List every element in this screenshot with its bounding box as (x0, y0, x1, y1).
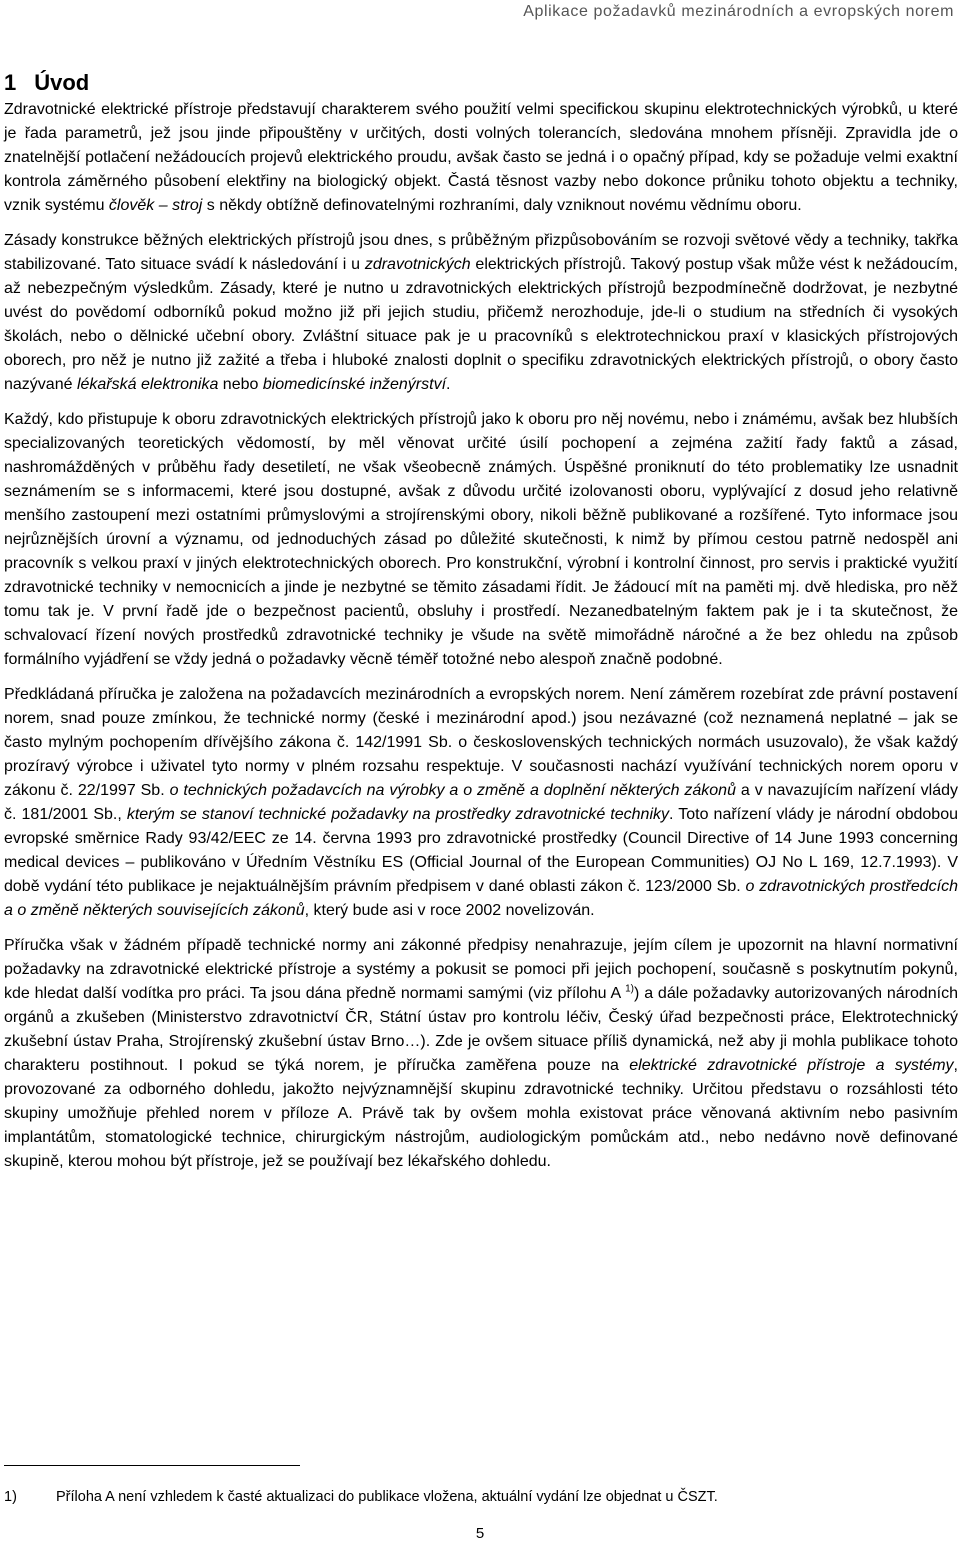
text-run: Příručka však v žádném případě technické normy ani zákonné předpisy nenahrazuje, jejím cílem je upozornit na hlavní normativní požadavky na zdravotnické elektrické přístroje a systémy a pokusit se pomoci při jejich pochopení, současně s poskytnutím pokynů, kde hledat další vodítka pro práci. Ta jsou dána předně normami samými (viz přílohu A (4, 937, 958, 1002)
text-run: ) a dále požadavky autorizovaných národních orgánů a zkušeben (Ministerstvo zdravotnictví ČR, Státní ústav pro kontrolu léčiv, Český úřad bezpečnosti práce, Elektrotechnický zkušební ústav Praha, Strojírenský zkušební ústav Brno…). Zde je ovšem situace příliš dynamická, než aby ji mohla publikace tohoto charakteru postihnout. I pokud se týká norem, je příručka zaměřena pouze na (4, 985, 958, 1074)
text-run: Každý, kdo přistupuje k oboru zdravotnických elektrických přístrojů jako k oboru pro něj novému, nebo i známému, avšak bez hlubších specializovaných teoretických vědomostí, by měl věnovat určité úsilí pochopení a zejména zažití řady faktů a zásad, nashromážděných v průběhu řady desetiletí, ne však všeobecně známých. Úspěšné proniknutí do této problematiky lze usnadnit seznámením se s informacemi, které jsou dostupné, avšak z důvodu určité izolovanosti oboru, vyplývající z dosud jeho relativně menšího zastoupení mezi ostatními průmyslovými a strojírenskými obory, nikoli běžně publikované a rozšířené. Tyto informace jsou nejrůznějších úrovní a významu, od jednoduchých zásad po důležité skutečnosti, k nimž by přímou cestou patrně nedospěl ani pracovník s velkou praxí v jiných elektrotechnických oborech. Pro konstrukční, výrobní i kontrolní činnost, pro servis i praktické využití zdravotnické techniky v nemocnicích a jinde je nezbytné se těmito zásadami řídit. Je žádoucí mít na paměti mj. dvě hlediska, pro něž tomu tak je. V první řadě jde o bezpečnost pacientů, obsluhy i prostředí. Nezanedbatelným faktem pak je i ta skutečnost, že schvalovací řízení nových prostředků zdravotnické techniky je všude na světě mimořádně náročné a že bez ohledu na způsob formálního vyjádření se vždy jedná o požadavky věcně téměř totožné nebo alespoň značně podobné. (4, 411, 958, 668)
paragraph (4, 408, 958, 672)
text-run: , který bude asi v roce 2002 novelizován. (304, 902, 595, 919)
footnote-reference: 1) (625, 983, 635, 995)
emphasis-text: zdravotnických (364, 256, 471, 273)
paragraph (4, 229, 958, 397)
text-run: Zásady konstrukce běžných elektrických přístrojů jsou dnes, s průběžným přizpůsobováním se rozvoji světové vědy a techniky, takřka stabilizované. Tato situace svádí k následování i u (4, 232, 958, 273)
text-run: Zdravotnické elektrické přístroje představují charakterem svého použití velmi specifickou skupinu elektrotechnických výrobků, u které je řada parametrů, jež jsou jinde připouštěny v určitých, dosti volných tolerancích, sledována mnohem přísněji. Zpravidla jde o znatelnější potlačení nežádoucích projevů elektrického proudu, avšak často se jedná i o opačný případ, kdy se požaduje velmi exaktní kontrola záměrného působení elektřiny na biologický objekt. Častá těsnost vazby nebo dokonce průniku tohoto objektu a techniky, vznik systému (4, 101, 958, 214)
running-header: Aplikace požadavků mezinárodních a evropských norem (523, 3, 954, 20)
paragraph (4, 934, 958, 1174)
text-run: , provozované za odborného dohledu, jakožto nejvýznamnější skupinu zdravotnické techniky. Určitou představu o rozsáhlosti této skupiny umožňuje přehled norem v příloze A. Právě tak by ovšem mohla existovat práce věnovaná aktivním nebo pasivním implantátům, stomatologické technice, chirurgickým nástrojům, audiologickým pomůckám atd., nebo nedávno nově definované skupině, kterou mohou být přístroje, jež se používají bez lékařského dohledu. (4, 1057, 958, 1170)
text-run: . Toto nařízení vlády je národní obdobou evropské směrnice Rady 93/42/EEC ze 14. června 1993 pro zdravotnické prostředky (Council Directive of 14 June 1993 concerning medical devices – publikováno v Úředním Věstníku ES (Official Journal of the European Communities) OJ No L 169, 12.7.1993). V době vydání této publikace je nejaktuálnějším právním předpisem v dané oblasti zákon č. 123/2000 Sb. (4, 806, 958, 895)
text-run: elektrických přístrojů. Takový postup však může vést k nežádoucím, až nebezpečným výsledkům. Zásady, které je nutno u zdravotnických elektrických přístrojů bezpodmínečně dodržovat, je nezbytné uvést do povědomí odborníků pokud možno již při jejich studiu, přičemž nerozhoduje, jde-li o studium na středních či vysokých školách, nebo o dělnické učební obory. Zvláštní situace pak je u pracovníků s elektrotechnickou praxí v klasických přístrojových oborech, pro něž je nutno již zažité a třeba i hluboké znalosti doplnit o specifiku zdravotnických elektrických přístrojů, o obory často nazývané (4, 256, 958, 393)
footnote (4, 1489, 718, 1505)
text-run: . (446, 376, 451, 393)
emphasis-text: o zdravotnických prostředcích a o změně některých souvisejících zákonů (4, 878, 958, 919)
text-run: s někdy obtížně definovatelnými rozhraními, daly vzniknout novému vědnímu oboru. (202, 197, 802, 214)
emphasis-text: člověk – stroj (108, 197, 203, 214)
emphasis-text: elektrické zdravotnické přístroje a systémy (629, 1057, 954, 1074)
paragraph (4, 98, 958, 218)
body-text (4, 98, 958, 1185)
paragraph (4, 683, 958, 923)
footnote-text: Příloha A není vzhledem k časté aktualizaci do publikace vložena, aktuální vydání lze objednat u ČSZT. (56, 1489, 718, 1505)
chapter-title-text: Úvod (34, 70, 90, 95)
text-run: Předkládaná příručka je založena na požadavcích mezinárodních a evropských norem. Není záměrem rozebírat zde právní postavení norem, snad pouze zmínkou, že technické normy (české i mezinárodní apod.) jsou nezávazné (což neznamená neplatné – jak se často mylným pochopením dřívějšího zákona č. 142/1991 Sb. o československých technických normách usuzovalo), že však každý prozíravý výrobce i uživatel tyto normy v plném rozsahu respektuje. V současnosti nachází využívání technických norem oporu v zákonu č. 22/1997 Sb. (4, 686, 958, 799)
emphasis-text: kterým se stanoví technické požadavky na prostředky zdravotnické techniky (126, 806, 669, 823)
emphasis-text: o technických požadavcích na výrobky a o změně a doplnění některých zákonů (169, 782, 736, 799)
chapter-number: 1 (4, 70, 17, 95)
page-number: 5 (475, 1525, 485, 1542)
chapter-title (4, 70, 89, 96)
footnote-number: 1) (4, 1489, 17, 1505)
emphasis-text: lékařská elektronika (76, 376, 219, 393)
emphasis-text: biomedicínské inženýrství (262, 376, 447, 393)
text-run: a v navazujícím nařízení vlády č. 181/2001 Sb., (4, 782, 959, 823)
text-run: nebo (218, 376, 263, 393)
footnote-divider (4, 1465, 300, 1466)
